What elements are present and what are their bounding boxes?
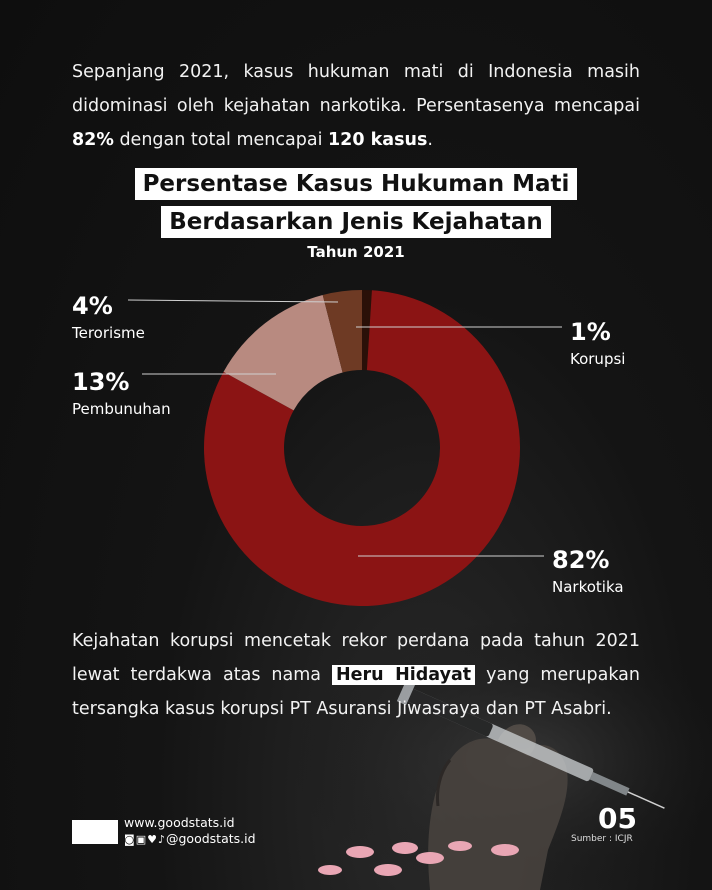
slice-percent-terorisme: 4% (72, 292, 113, 320)
outro-text: Kejahatan korupsi mencetak rekor perdana pada tahun 2021 lewat terdakwa atas nama (72, 631, 640, 685)
intro-text: dengan total mencapai (113, 130, 328, 150)
instagram-icon[interactable]: ◙ (124, 833, 136, 846)
source-note: Sumber : ICJR (571, 834, 633, 844)
intro-text: . (427, 130, 433, 150)
slice-label-pembunuhan: Pembunuhan (72, 400, 171, 418)
facebook-icon[interactable]: ▣ (135, 833, 148, 846)
social-handle[interactable]: @goodstats.id (166, 831, 256, 846)
outro-paragraph (72, 624, 640, 726)
slice-percent-korupsi: 1% (570, 318, 611, 346)
intro-case-count: 120 kasus (328, 130, 428, 150)
chart-title-line-1: Persentase Kasus Hukuman Mati (135, 168, 578, 200)
website-link[interactable]: www.goodstats.id (124, 815, 235, 830)
highlighted-name: Heru Hidayat (332, 665, 475, 685)
slice-label-narkotika: Narkotika (552, 578, 624, 596)
slice-percent-narkotika: 82% (552, 546, 610, 574)
intro-text: Sepanjang 2021, kasus hukuman mati di Indonesia masih didominasi oleh kejahatan narkotika. Persentasenya mencapai (72, 62, 640, 116)
outro-text: yang merupakan tersangka kasus korupsi PT Asuransi Jiwasraya dan PT Asabri. (72, 665, 640, 719)
slice-label-terorisme: Terorisme (72, 324, 145, 342)
slice-percent-pembunuhan: 13% (72, 368, 130, 396)
page-number: 05 (598, 802, 637, 835)
chart-title-line-2: Berdasarkan Jenis Kejahatan (161, 206, 551, 238)
twitter-icon[interactable]: ♥ (147, 833, 158, 846)
slice-label-korupsi: Korupsi (570, 350, 626, 368)
goodstats-logo-box (72, 820, 118, 844)
social-handle-row (124, 831, 256, 846)
intro-percentage: 82% (72, 130, 114, 150)
chart-subtitle: Tahun 2021 (307, 243, 405, 261)
tiktok-icon[interactable]: ♪ (157, 833, 166, 846)
